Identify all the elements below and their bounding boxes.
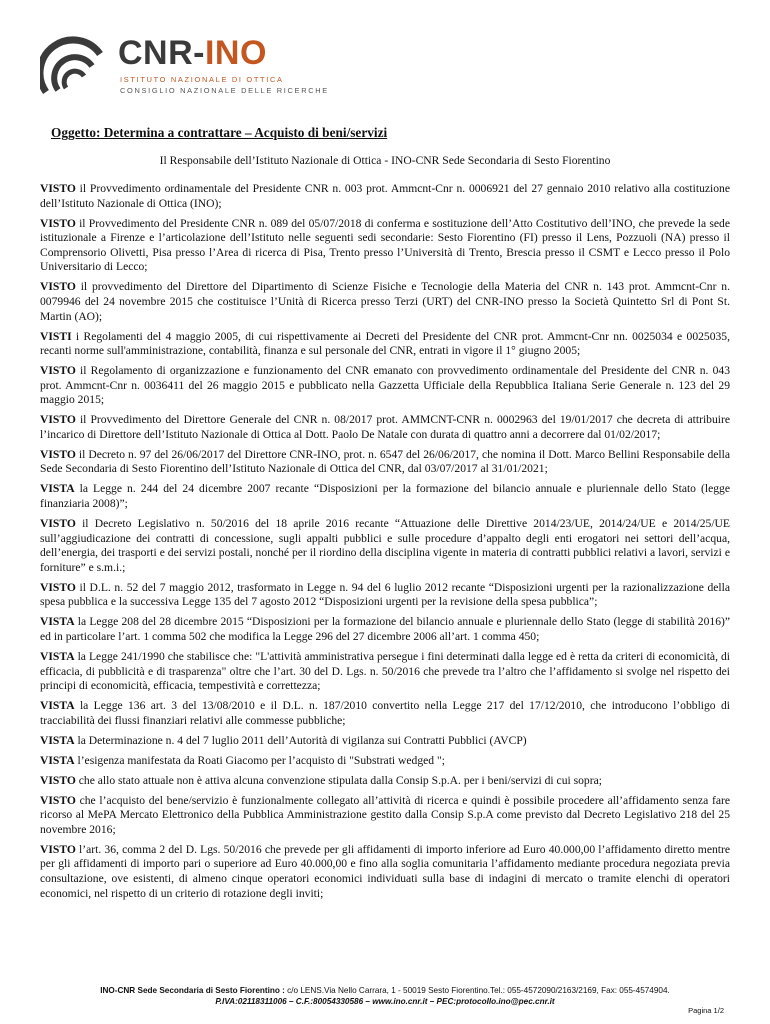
paragraph-text: la Determinazione n. 4 del 7 luglio 2011 dell’Autorità di vigilanza sui Contratti Pubblici (AVCP) — [74, 733, 527, 747]
paragraph-text: la Legge n. 244 del 24 dicembre 2007 recante “Disposizioni per la formazione del bilancio annuale e pluriennale dello Stato (legge finanziaria 2008)”; — [40, 482, 730, 511]
paragraph-lead: VISTA — [40, 753, 75, 767]
paragraph-lead: VISTO — [40, 280, 76, 294]
paragraph — [40, 734, 730, 749]
logo-wordmark — [118, 34, 267, 73]
cnr-ino-logo-icon — [40, 32, 110, 102]
paragraph — [40, 330, 730, 359]
paragraph-lead: VISTO — [40, 580, 76, 594]
paragraph — [40, 517, 730, 575]
paragraph — [40, 364, 730, 408]
paragraph-lead: VISTA — [40, 482, 75, 496]
paragraph-text: la Legge 241/1990 che stabilisce che: "L'attività amministrativa persegue i fini determinati dalla legge ed è retta da criteri di economicità, di efficacia, di pubblicità e di trasparenza" oltre che l’art. 30 del D. Lgs. n. 50/2016 che prevede tra l’altro che l’affidamento si svolge nel rispetto dei principi di economicità, efficacia, tempestività e correttezza; — [40, 649, 730, 693]
paragraph-lead: VISTO — [40, 842, 76, 856]
page-number: Pagina 1/2 — [688, 1006, 724, 1015]
paragraph-text: l’esigenza manifestata da Roati Giacomo per l’acquisto di "Substrati wedged "; — [74, 753, 445, 767]
paragraph-text: il Provvedimento ordinamentale del Presidente CNR n. 003 prot. Ammcnt-Cnr n. 0006921 del 27 gennaio 2010 relativo alla costituzione dell’Istituto Nazionale di Ottica (INO); — [40, 182, 730, 210]
paragraph-lead: VISTO — [40, 793, 76, 807]
footer-address-text: c/o LENS.Via Nello Carrara, 1 - 50019 Sesto Fiorentino.Tel.: 055-4572090/2163/2169, Fax: 055-4574904. — [284, 986, 670, 995]
paragraph-text: la Legge 136 art. 3 del 13/08/2010 e il D.L. n. 187/2010 convertito nella Legge 217 del 17/12/2010, che introducono l’obbligo di tracciabilità dei flussi finanziari relativi alle commesse pubbliche; — [40, 699, 730, 727]
paragraph — [40, 448, 730, 477]
page-footer — [0, 985, 770, 1007]
paragraph-lead: VISTA — [40, 733, 75, 747]
paragraph — [40, 280, 730, 324]
footer-tax-info: P.IVA:02118311006 – C.F.:80054330586 – www.ino.cnr.it – PEC:protocollo.ino@pec.cnr.it — [215, 997, 555, 1006]
paragraph-lead: VISTA — [40, 649, 75, 663]
paragraph-text: il Provvedimento del Presidente CNR n. 089 del 05/07/2018 di conferma e sostituzione dell’Atto Costitutivo dell’INO, che prevede la sede istituzionale a Firenze e l’articolazione dell’Istituto nelle seguenti sedi secondarie: Sesto Fiorentino (FI) presso il Lens, Pozzuoli (NA) presso il Comprensorio Olivetti, Pisa presso l’Area di ricerca di Pisa, Trento presso l’Università di Trento, Brescia presso il CSMT e Lecco presso il Polo Universitario di Lecco; — [40, 216, 730, 274]
paragraph — [40, 650, 730, 694]
logo-subtitle-institute: ISTITUTO NAZIONALE DI OTTICA — [120, 75, 284, 84]
paragraph-text: il provvedimento del Direttore del Dipartimento di Scienze Fisiche e Tecnologie della Materia del CNR n. 143 prot. Ammcnt-Cnr n. 0079946 del 24 novembre 2015 che costituisce l’Unità di Ricerca presso Terzi (URT) del CNR-INO presso la Società Quintetto Srl di Pont St. Martin (AO); — [40, 280, 730, 323]
responsible-line: Il Responsabile dell’Istituto Nazionale di Ottica - INO-CNR Sede Secondaria di Sesto Fiorentino — [159, 154, 611, 167]
paragraph-lead: VISTA — [40, 699, 75, 713]
paragraph — [40, 413, 730, 442]
paragraph-lead: VISTO — [40, 216, 76, 230]
paragraph-text: che l’acquisto del bene/servizio è funzionalmente collegato all’attività di ricerca e quindi è possibile procedere all’affidamento senza fare ricorso al MePA Mercato Elettronico della Pubblica Amministrazione gestito dalla Consip S.p.A come previsto dal Decreto Legislativo 218 del 25 novembre 2016; — [40, 793, 730, 836]
paragraph-text: l’art. 36, comma 2 del D. Lgs. 50/2016 che prevede per gli affidamenti di importo inferiore ad Euro 40.000,00 l’affidamento diretto mentre per gli affidamenti di importo pari o superiore ad Euro 40.000,00 e fino alla soglia comunitaria l’affidamento mediante procedura negoziata previa consultazione, ove esistenti, di almeno cinque operatori economici individuati sulla base di indagini di mercato o tramite elenchi di operatori economici, nel rispetto di un criterio di rotazione degli inviti; — [40, 842, 730, 900]
paragraph-lead: VISTO — [40, 447, 76, 461]
footer-office-name: INO-CNR Sede Secondaria di Sesto Fiorentino : — [100, 986, 285, 995]
paragraph — [40, 482, 730, 511]
paragraph-lead: VISTO — [40, 413, 76, 427]
paragraph — [40, 774, 730, 789]
paragraph-text: il Decreto Legislativo n. 50/2016 del 18 aprile 2016 recante “Attuazione delle Direttive 2014/23/UE, 2014/24/UE e 2014/25/UE sull’aggiudicazione dei contratti di concessione, sugli appalti pubblici e sulle procedure d’appalto degli enti erogatori nei settori dell’acqua, dell’energia, dei trasporti e dei servizi postali, nonché per il riordino della disciplina vigente in materia di contratti pubblici relativi a lavori, servizi e forniture” e s.m.i.; — [40, 517, 730, 574]
logo-wordmark-cnr: CNR- — [118, 34, 205, 72]
paragraph — [40, 794, 730, 838]
paragraph-text: il D.L. n. 52 del 7 maggio 2012, trasformato in Legge n. 94 del 6 luglio 2012 recante “Disposizioni urgenti per la razionalizzazione della spesa pubblica e la successiva Legge 135 del 7 agosto 2012 “Disposizioni urgenti per la revisione della spesa pubblica”; — [40, 580, 730, 609]
logo-subtitle-council: CONSIGLIO NAZIONALE DELLE RICERCHE — [120, 86, 329, 95]
paragraph-lead: VISTO — [40, 773, 76, 787]
paragraph — [40, 581, 730, 610]
paragraph — [40, 217, 730, 275]
paragraph — [40, 699, 730, 728]
paragraph-text: la Legge 208 del 28 dicembre 2015 “Disposizioni per la formazione del bilancio annuale e pluriennale dello Stato (legge di stabilità 2016)” ed in particolare l’art. 1 comma 502 che modifica la Legge 296 del 27 dicembre 2006 all’art. 1 comma 450; — [40, 615, 730, 643]
document-body — [40, 182, 730, 907]
document-subject: Oggetto: Determina a contrattare – Acquisto di beni/servizi — [51, 125, 388, 140]
paragraph — [40, 843, 730, 901]
cnr-ino-logo — [40, 32, 340, 104]
paragraph-text: il Provvedimento del Direttore Generale del CNR n. 08/2017 prot. AMMCNT-CNR n. 0002963 del 19/01/2017 che decreta di attribuire l’incarico di Direttore dell’Istituto Nazionale di Ottica al Dott. Paolo De Natale con durata di quattro anni a decorrere dal 01/02/2017; — [40, 413, 730, 441]
paragraph-lead: VISTO — [40, 182, 76, 195]
paragraph-text: il Regolamento di organizzazione e funzionamento del CNR emanato con provvedimento ordinamentale del Presidente del CNR n. 043 prot. Ammcnt-Cnr n. 0036411 del 26 maggio 2015 e pubblicato nella Gazzetta Ufficiale della Repubblica Italiana Serie Generale n. 123 del 29 maggio 2015; — [40, 364, 730, 407]
footer-address — [0, 985, 770, 996]
paragraph — [40, 182, 730, 211]
paragraph-text: i Regolamenti del 4 maggio 2005, di cui rispettivamente ai Decreti del Presidente del CNR prot. Ammcnt-Cnr nn. 0025034 e 0025035, recanti norme sull'amministrazione, contabilità, finanza e sul personale del CNR, entrati in vigore il 1° giugno 2005; — [40, 329, 730, 358]
paragraph — [40, 754, 730, 769]
paragraph-lead: VISTI — [40, 329, 72, 343]
paragraph-lead: VISTA — [40, 615, 75, 629]
paragraph-lead: VISTO — [40, 364, 76, 378]
paragraph-text: il Decreto n. 97 del 26/06/2017 del Direttore CNR-INO, prot. n. 6547 del 26/06/2017, che nomina il Dott. Marco Bellini Responsabile della Sede Secondaria di Sesto Fiorentino dell’Istituto Nazionale di Ottica del CNR, dal 03/07/2017 al 31/01/2021; — [40, 447, 730, 476]
paragraph-lead: VISTO — [40, 517, 76, 530]
paragraph-text: che allo stato attuale non è attiva alcuna convenzione stipulata dalla Consip S.p.A. per i beni/servizi di cui sopra; — [75, 773, 602, 787]
logo-wordmark-ino: INO — [204, 34, 267, 72]
paragraph — [40, 615, 730, 644]
